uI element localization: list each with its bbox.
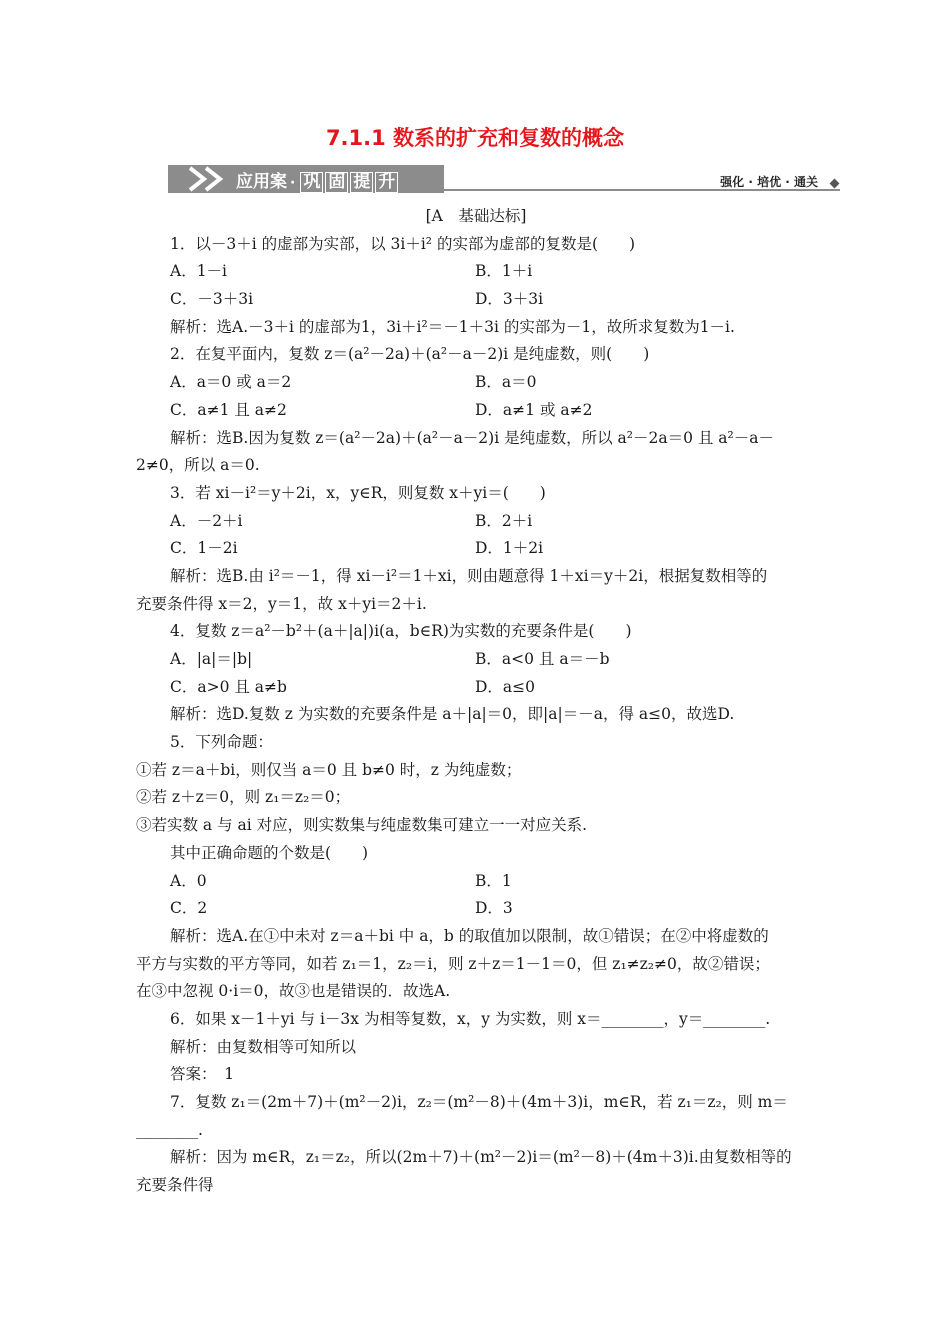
option-a: A．0 <box>170 871 207 890</box>
question-4: 4．复数 z＝a²－b²＋(a＋|a|)i(a，b∈R)为实数的充要条件是( ) <box>170 622 632 641</box>
solution-7-line-1: 解析：因为 m∈R，z₁＝z₂，所以(2m＋7)＋(m²－2)i＝(m²－8)＋(4m＋3)i.由复数相等的 <box>170 1148 792 1167</box>
options-row <box>136 508 816 536</box>
solution-7-line-2: 充要条件得 <box>136 1176 214 1195</box>
question-2: 2．在复平面内，复数 z＝(a²－2a)＋(a²－a－2)i 是纯虚数，则( ) <box>170 345 650 364</box>
question-3: 3．若 xi－i²＝y＋2i，x，y∈R，则复数 x＋yi＝( ) <box>170 483 546 502</box>
boxed-char: 固 <box>325 172 348 193</box>
option-c: C．a>0 且 a≠b <box>170 677 287 696</box>
question-5: 5．下列命题： <box>170 733 273 752</box>
options-row <box>136 286 816 314</box>
option-b: B．a＝0 <box>475 373 537 392</box>
options-row <box>136 369 816 397</box>
section-heading: [A 基础达标] <box>425 207 527 225</box>
proposition-2: ②若 z＋z＝0，则 z₁＝z₂＝0； <box>136 788 351 807</box>
banner-main-text: 应用案 <box>236 172 287 192</box>
solution-2-line-1: 解析：选B.因为复数 z＝(a²－2a)＋(a²－a－2)i 是纯虚数，所以 a²－2a＝0 且 a²－a－ <box>170 428 774 447</box>
question-5-prompt: 其中正确命题的个数是( ) <box>170 843 369 862</box>
solution-5-line-2: 平方与实数的平方等同，如若 z₁＝1，z₂＝i，则 z＋z＝1－1＝0，但 z₁≠z₂≠0，故②错误； <box>136 954 770 973</box>
banner-left-label <box>236 167 398 193</box>
option-d: D．1＋2i <box>475 539 544 558</box>
proposition-3: ③若实数 a 与 ai 对应，则实数集与纯虚数集可建立一一对应关系. <box>136 816 588 835</box>
solution-5-line-3: 在③中忽视 0·i＝0，故③也是错误的．故选A. <box>136 982 451 1001</box>
option-b: B．1＋i <box>475 262 533 281</box>
solution-4: 解析：选D.复数 z 为实数的充要条件是 a＋|a|＝0，即|a|＝－a，得 a≤0，故选D. <box>170 705 735 724</box>
proposition-1: ①若 z＝a＋bi，则仅当 a＝0 且 b≠0 时，z 为纯虚数； <box>136 760 522 779</box>
question-6: 6．如果 x－1＋yi 与 i－3x 为相等复数，x，y 为实数，则 x＝________，y＝________. <box>170 1009 771 1028</box>
option-a: A．a＝0 或 a＝2 <box>170 373 292 392</box>
options-row <box>136 895 816 923</box>
option-c: C．a≠1 且 a≠2 <box>170 400 287 419</box>
options-row <box>136 258 816 286</box>
boxed-char: 升 <box>375 172 398 193</box>
option-c: C．1－2i <box>170 539 238 558</box>
option-c: C．2 <box>170 899 208 918</box>
banner-boxed-text <box>298 172 398 192</box>
option-d: D．3＋3i <box>475 290 544 309</box>
question-7-line-1: 7．复数 z₁＝(2m＋7)＋(m²－2)i，z₂＝(m²－8)＋(4m＋3)i，m∈R，若 z₁＝z₂，则 m＝ <box>170 1093 788 1111</box>
option-a: A．|a|＝|b| <box>170 650 253 668</box>
options-row <box>136 674 816 702</box>
double-chevron-icon <box>186 166 232 192</box>
exercise-content <box>136 203 816 1200</box>
diamond-icon <box>830 179 840 189</box>
boxed-char: 提 <box>350 172 373 193</box>
question-1: 1．以－3＋i 的虚部为实部，以 3i＋i² 的实部为虚部的复数是( ) <box>170 234 636 253</box>
option-c: C．－3＋3i <box>170 290 254 309</box>
options-row <box>136 868 816 896</box>
option-a: A．1－i <box>170 262 228 281</box>
option-a: A．－2＋i <box>170 511 243 530</box>
option-b: B．1 <box>475 871 512 890</box>
solution-2-line-2: 2≠0，所以 a＝0. <box>136 456 260 475</box>
section-banner <box>168 165 840 195</box>
solution-1: 解析：选A.－3＋i 的虚部为1，3i＋i²＝－1＋3i 的实部为－1，故所求复数为1－i. <box>170 317 735 336</box>
options-row <box>136 646 816 674</box>
solution-6: 解析：由复数相等可知所以 <box>170 1037 357 1056</box>
option-d: D．a≠1 或 a≠2 <box>475 400 593 419</box>
option-d: D．3 <box>475 899 513 918</box>
options-row <box>136 397 816 425</box>
boxed-char: 巩 <box>300 172 323 193</box>
page-title: 7.1.1 数系的扩充和复数的概念 <box>325 126 625 150</box>
answer-6: 答案： 1 <box>170 1065 235 1084</box>
banner-right-label: 强化 · 培优 · 通关 <box>720 175 818 189</box>
solution-3-line-2: 充要条件得 x＝2，y＝1，故 x＋yi＝2＋i. <box>136 594 427 613</box>
banner-dot: · <box>290 175 296 191</box>
question-7-line-2: ________. <box>136 1120 203 1139</box>
solution-5-line-1: 解析：选A.在①中未对 z＝a＋bi 中 a，b 的取值加以限制，故①错误；在②中将虚数的 <box>170 926 769 945</box>
options-row <box>136 535 816 563</box>
solution-3-line-1: 解析：选B.由 i²＝－1，得 xi－i²＝1＋xi，则由题意得 1＋xi＝y＋2i，根据复数相等的 <box>170 566 768 585</box>
option-d: D．a≤0 <box>475 677 536 696</box>
option-b: B．a<0 且 a＝－b <box>475 650 610 668</box>
option-b: B．2＋i <box>475 511 533 530</box>
